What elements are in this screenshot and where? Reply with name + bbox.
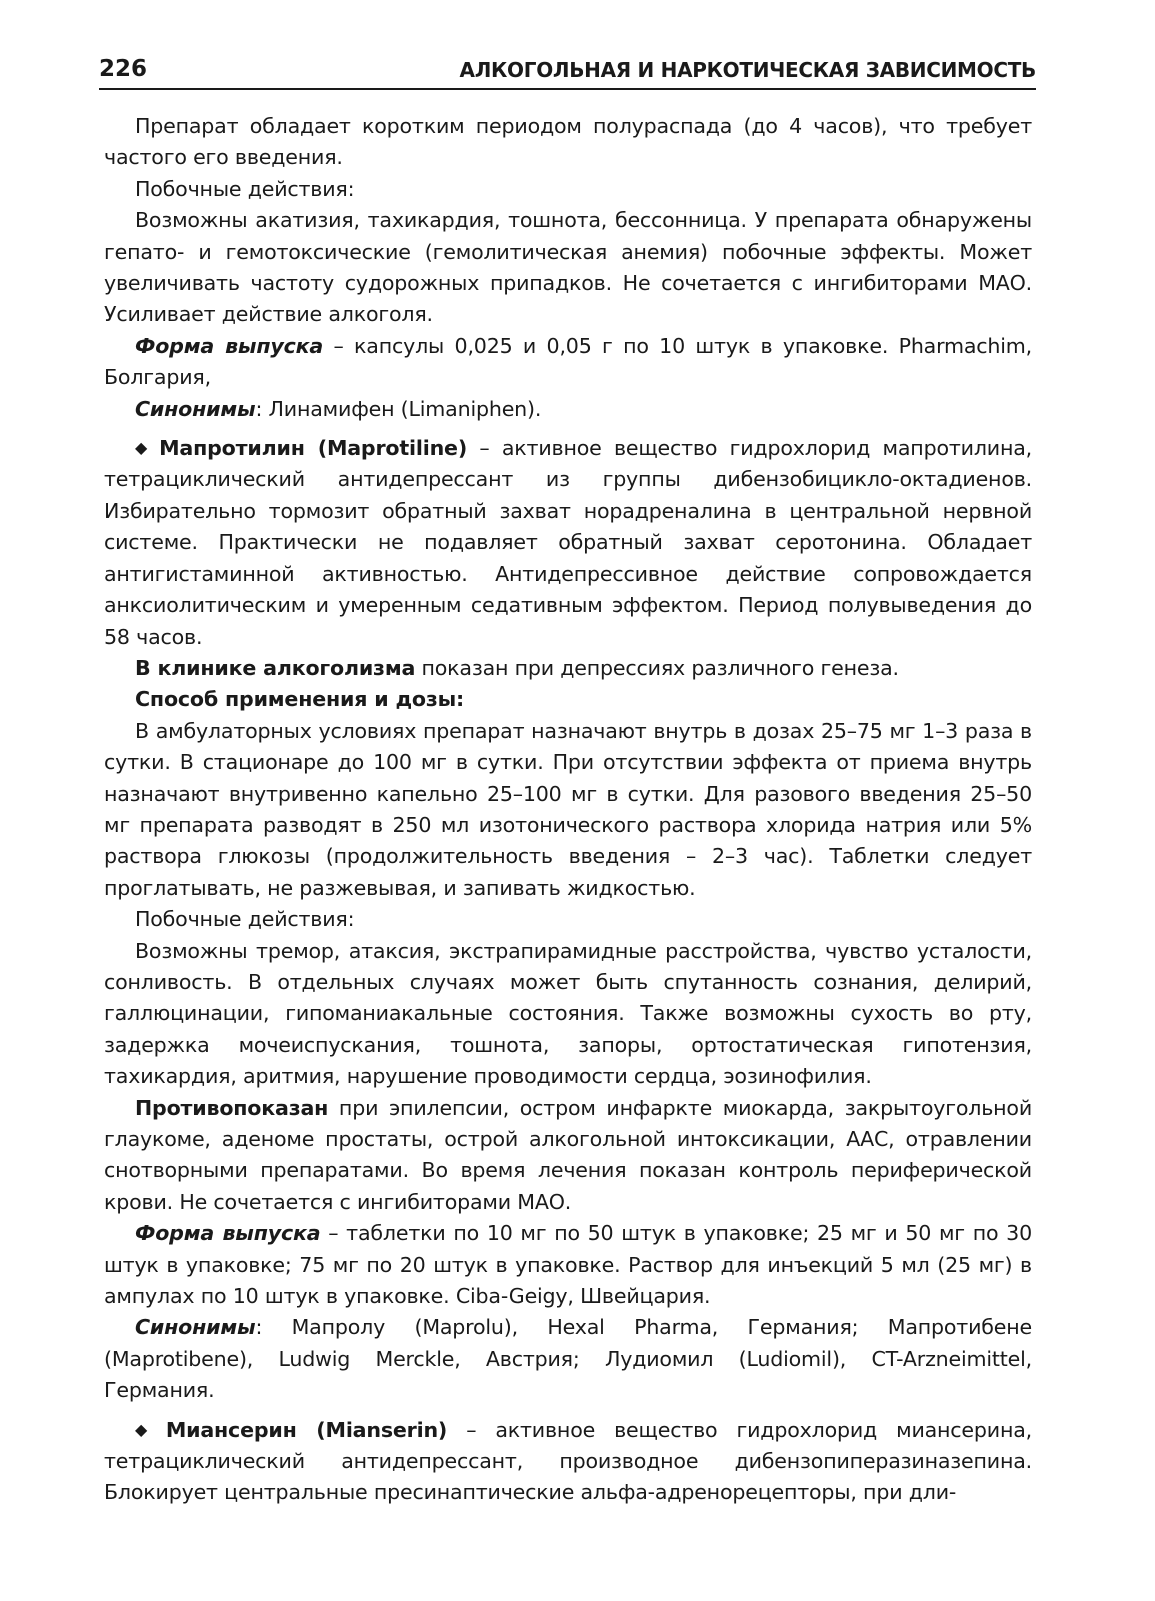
synonyms-label-2: Синонимы: [135, 1315, 256, 1340]
side-effects-heading-2: Побочные действия:: [135, 907, 355, 932]
page-header: [99, 48, 1036, 90]
paragraph-release-form-1: [104, 331, 1032, 394]
release-form-label-2: Форма выпуска: [135, 1221, 321, 1246]
contraindications-text: при эпилепсии, остром инфаркте миокарда, закрытоугольной глаукоме, аденоме простаты, острой алкогольной интоксикации, ААС, отравлении снотворными препаратами. Во время лечения показан контроль периферической крови. Не сочетается с ингибиторами МАО.: [104, 1095, 1032, 1214]
maprotiline-description: – активное вещество гидрохлорид мапротилина, тетрациклический антидепрессант из группы дибензобицикло-октадиенов. Избирательно тормозит обратный захват норадреналина в центральной нервной системе. Практически не подавляет обратный захват серотонина. Обладает антигистаминной активностью. Антидепрессивное действие сопровождается анксиолитическим и умеренным седативным эффектом. Период полувыведения до 58 часов.: [104, 436, 1032, 649]
alcoholism-clinic-label: В клинике алкоголизма: [135, 655, 416, 680]
dosage-label: Способ применения и дозы:: [135, 687, 465, 712]
paragraph-dosage: В амбулаторных условиях препарат назначают внутрь в дозах 25–75 мг 1–3 раза в сутки. В стационаре до 100 мг в сутки. При отсутствии эффекта от приема внутрь назначают внутривенно капельно 25–100 мг в сутки. Для разового введения 25–50 мг препарата разводят в 250 мл изотонического раствора хлорида натрия или 5% раствора глюкозы (продолжительность введения – 2–3 час). Таблетки следует проглатывать, не разжевывая, и запивать жидкостью.: [104, 718, 1032, 900]
paragraph-maprotiline: [104, 432, 1032, 653]
side-effects-heading-1: Побочные действия:: [135, 176, 355, 201]
drug-title-maprotiline: Мапротилин (Maprotiline): [159, 436, 468, 461]
bullet-diamond-icon: ◆: [135, 438, 154, 458]
paragraph-synonyms-1: [104, 394, 1032, 425]
release-form-label-1: Форма выпуска: [135, 333, 324, 358]
synonyms-text-1: : Линамифен (Limaniphen).: [255, 396, 542, 421]
paragraph-synonyms-2: [104, 1312, 1032, 1406]
paragraph-half-life: Препарат обладает коротким периодом полураспада (до 4 часов), что требует частого его введения.: [104, 114, 1032, 170]
contraindications-label: Противопоказан: [135, 1095, 329, 1120]
paragraph-mianserin: [104, 1414, 1032, 1509]
page-number: 226: [99, 56, 148, 82]
alcoholism-clinic-text: показан при депрессиях различного генеза.: [415, 655, 899, 680]
paragraph-contraindications: [104, 1093, 1032, 1219]
bullet-diamond-icon: ◆: [135, 1419, 160, 1439]
page-body: [104, 111, 1032, 1509]
release-form-text-2: – таблетки по 10 мг по 50 штук в упаковке; 25 мг и 50 мг по 30 штук в упаковке; 75 мг по 20 штук в упаковке. Раствор для инъекций 5 мл (25 мг) в ампулах по 10 штук в упаковке. Ciba-Geigy, Швейцария.: [104, 1221, 1032, 1309]
synonyms-text-2: : Мапролу (Maprolu), Hexal Pharma, Германия; Мапротибене (Maprotibene), Ludwig Merckle, Австрия; Лудиомил (Ludiomil), CT-Arzneimittel, Германия.: [104, 1315, 1032, 1403]
dosage-heading: [104, 684, 1032, 715]
paragraph-side-effects-2: Возможны тремор, атаксия, экстрапирамидные расстройства, чувство усталости, сонливость. В отдельных случаях может быть спутанность сознания, делирий, галлюцинации, гипоманиакальные состояния. Также возможны сухость во рту, задержка мочеиспускания, тошнота, запоры, ортостатическая гипотензия, тахикардия, аритмия, нарушение проводимости сердца, эозинофилия.: [104, 938, 1032, 1089]
release-form-text-1: – капсулы 0,025 и 0,05 г по 10 штук в упаковке. Pharmachim, Болгария,: [104, 333, 1032, 390]
paragraph-side-effects-1: Возможны акатизия, тахикардия, тошнота, бессонница. У препарата обнаружены гепато- и гемотоксические (гемолитическая анемия) побочные эффекты. Может увеличивать частоту судорожных припадков. Не сочетается с ингибиторами МАО. Усиливает действие алкоголя.: [104, 208, 1032, 327]
paragraph-release-form-2: [104, 1218, 1032, 1312]
mianserin-description: – активное вещество гидрохлорид миансерина, тетрациклический антидепрессант, производное дибензопиперазиназепина. Блокирует центральные пресинаптические альфа-адренорецепторы, при дли-: [104, 1417, 1032, 1505]
synonyms-label-1: Синонимы: [135, 396, 256, 421]
running-title: АЛКОГОЛЬНАЯ И НАРКОТИЧЕСКАЯ ЗАВИСИМОСТЬ: [459, 58, 1036, 82]
paragraph-alcoholism-clinic: [104, 653, 1032, 684]
drug-title-mianserin: Миансерин (Mianserin): [165, 1417, 448, 1442]
